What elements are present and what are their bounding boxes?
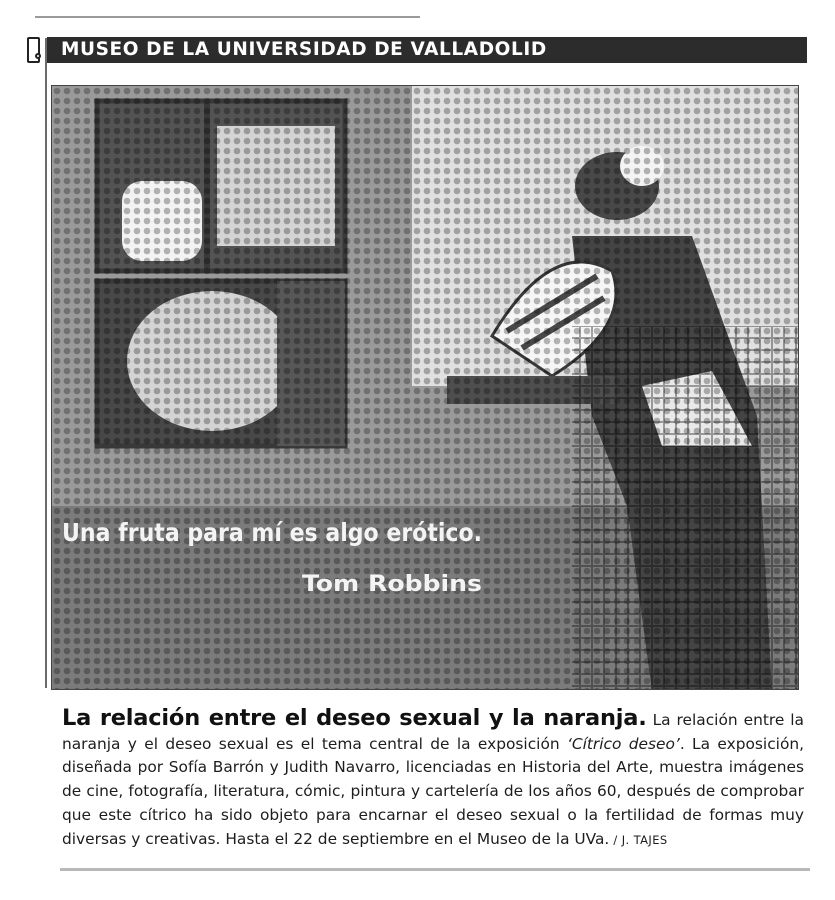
caption-paragraph (62, 707, 804, 852)
wall-quote-text: Una fruta para mí es algo erótico. (62, 518, 482, 547)
left-margin-rule (45, 38, 47, 688)
section-banner: MUSEO DE LA UNIVERSIDAD DE VALLADOLID (47, 37, 807, 63)
exhibition-title: ‘Cítrico deseo’ (566, 734, 680, 753)
caption-body-end: . La exposición, diseñada por Sofía Barrón y Judith Navarro, licenciadas en Historia del Arte, muestra imágenes de cine, fotografía, literatura, cómic, pintura y cartelería de los años 60, después de comprobar que este cítrico ha sido objeto para encarnar el deseo sexual o la fertilidad de formas muy diversas y creativas. Hasta el 22 de septiembre en el Museo de la UVa. (62, 734, 805, 848)
page-corner-icon (27, 37, 40, 63)
photo-credit: / J. TAJES (609, 832, 668, 847)
exhibition-photo (51, 85, 799, 690)
bottom-rule (60, 868, 810, 871)
caption-body-start: La relación entre la naranja y el deseo sexual es el tema central de la exposición (62, 711, 804, 753)
top-rule (35, 16, 420, 18)
headline: La relación entre el deseo sexual y la naranja. (62, 705, 647, 731)
wall-quote-author: Tom Robbins (302, 572, 482, 597)
